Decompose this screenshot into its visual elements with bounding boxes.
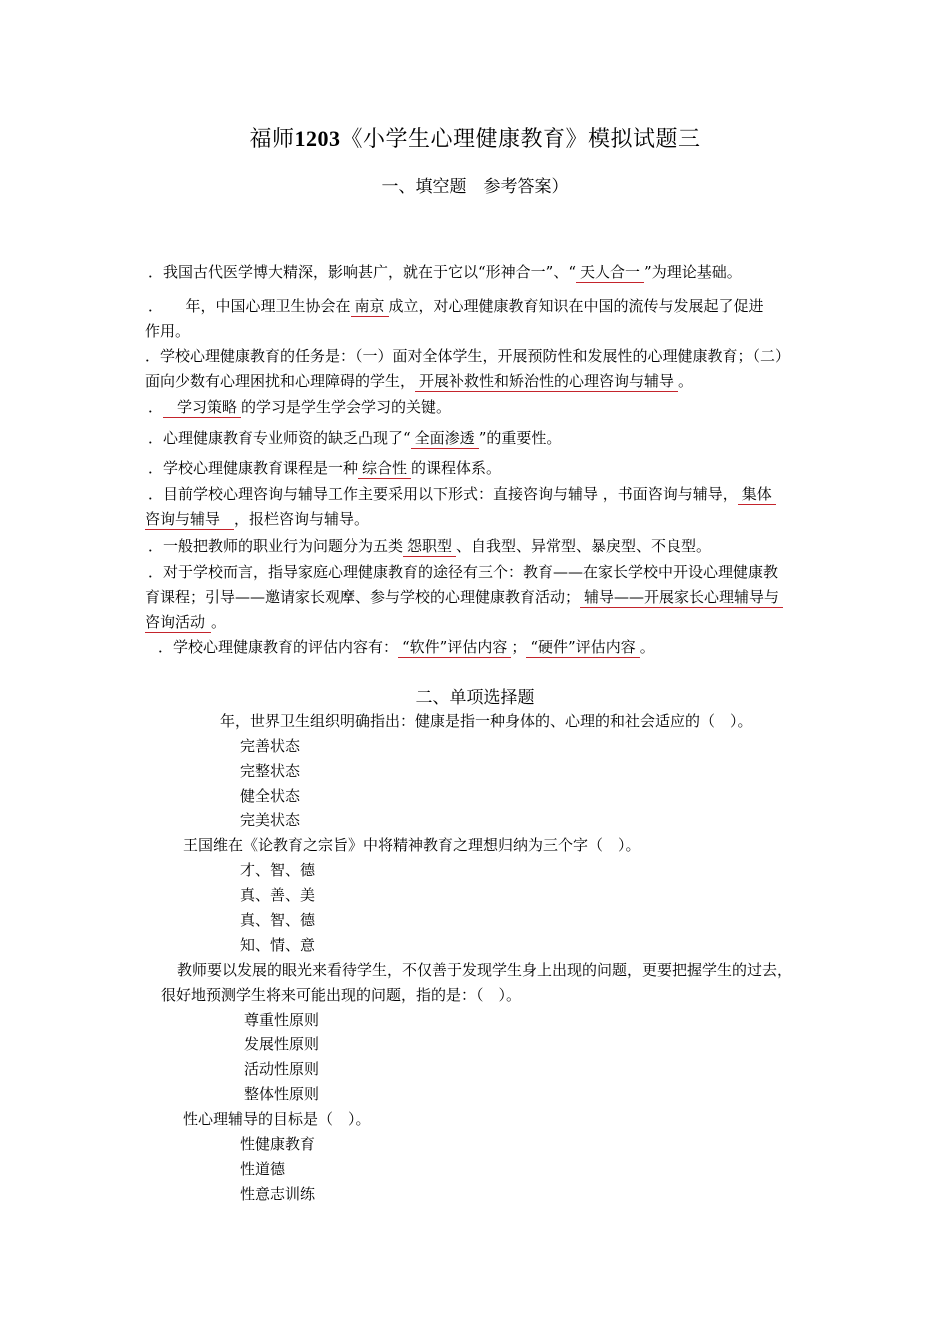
q1-text-end: ”为理论基础。	[644, 263, 742, 281]
fill-question-9: ．对于学校而言，指导家庭心理健康教育的途径有三个：教育——在家长学校中开设心理健康教	[148, 563, 779, 581]
mc1-option: 完善状态	[240, 737, 301, 755]
fill-question-6	[148, 458, 501, 479]
q4-answer: 学习策略	[163, 397, 241, 418]
fill-question-9-cont	[145, 587, 783, 608]
mc3-option: 发展性原则	[244, 1035, 320, 1053]
q10-text: ．学校心理健康教育的评估内容有：	[158, 638, 399, 656]
fill-question-7-cont	[145, 509, 369, 530]
fill-question-7	[148, 484, 776, 505]
fill-question-2-cont: 作用。	[145, 322, 191, 340]
q10-separator: ；	[511, 638, 527, 656]
q6-text-end: 的课程体系。	[411, 459, 502, 477]
fill-question-1	[148, 262, 742, 283]
q10-text-end: 。	[639, 638, 655, 656]
mc2-option: 才、智、德	[240, 861, 316, 879]
q9-answer-part2: 咨询活动	[145, 612, 211, 633]
q9-answer-part1: 辅导——开展家长心理辅导与	[580, 587, 783, 608]
mc4-option: 性道德	[240, 1160, 286, 1178]
q7-text-end: ，报栏咨询与辅导。	[234, 510, 370, 528]
mc1-option: 健全状态	[240, 787, 301, 805]
q7-answer-part2: 咨询与辅导	[145, 509, 234, 530]
q4-text-end: 的学习是学生学会学习的关键。	[241, 398, 452, 416]
q1-answer: 天人合一	[576, 262, 644, 283]
mc-question-1: 年，世界卫生组织明确指出：健康是指一种身体的、心理的和社会适应的（ ）。	[220, 712, 753, 730]
q8-text-end: 、自我型、异常型、暴戾型、不良型。	[456, 537, 712, 555]
q6-answer: 综合性	[358, 458, 411, 479]
fill-question-3-cont	[145, 371, 693, 392]
q4-text: ．	[148, 398, 164, 416]
q5-text-end: ”的重要性。	[478, 429, 562, 447]
fill-question-9-cont2	[145, 612, 226, 633]
q5-answer: 全面渗透	[411, 428, 479, 449]
q2-answer: 南京	[351, 296, 389, 317]
fill-question-3: ．学校心理健康教育的任务是：（一）面对全体学生，开展预防性和发展性的心理健康教育；（二）	[145, 347, 791, 365]
q3-text-end: 。	[678, 372, 694, 390]
fill-question-10	[158, 637, 655, 658]
q2-text-end: 成立，对心理健康教育知识在中国的流传与发展起了促进	[388, 297, 764, 315]
mc-question-4: 性心理辅导的目标是（ ）。	[183, 1110, 371, 1128]
q3-answer: 开展补救性和矫治性的心理咨询与辅导	[415, 371, 678, 392]
q8-answer: 怨职型	[403, 536, 456, 557]
mc1-option: 完整状态	[240, 762, 301, 780]
mc4-option: 性健康教育	[240, 1135, 316, 1153]
q5-text: ．心理健康教育专业师资的缺乏凸现了“	[148, 429, 411, 447]
title-code: 1203	[294, 126, 341, 151]
mc3-option: 尊重性原则	[244, 1011, 320, 1029]
q9-text-end: 。	[211, 613, 227, 631]
q8-text: ．一般把教师的职业行为问题分为五类	[148, 537, 404, 555]
mc-question-3-cont: 很好地预测学生将来可能出现的问题，指的是：（ ）。	[161, 986, 522, 1004]
fill-question-5	[148, 428, 561, 449]
mc2-option: 真、善、美	[240, 886, 316, 904]
mc3-option: 整体性原则	[244, 1085, 320, 1103]
q7-answer-part1: 集体	[738, 484, 776, 505]
title-prefix: 福师	[249, 127, 295, 152]
mc3-option: 活动性原则	[244, 1060, 320, 1078]
q1-text: ．我国古代医学博大精深，影响甚广，就在于它以“形神合一”、“	[148, 263, 577, 281]
fill-question-2	[148, 296, 764, 317]
section-heading-choice: 二、单项选择题	[415, 688, 535, 708]
mc1-option: 完美状态	[240, 811, 301, 829]
q10-answer-1: “软件”评估内容	[398, 637, 511, 658]
q2-text: ． 年，中国心理卫生协会在	[148, 297, 351, 315]
q7-text: ．目前学校心理咨询与辅导工作主要采用以下形式：直接咨询与辅导 ，书面咨询与辅导，	[148, 485, 738, 503]
page-title	[0, 122, 950, 153]
title-rest: 《小学生心理健康教育》模拟试题三	[340, 127, 701, 152]
mc2-option: 真、智、德	[240, 911, 316, 929]
fill-question-4	[148, 397, 451, 418]
q9-text: 育课程；引导——邀请家长观摩、参与学校的心理健康教育活动；	[145, 588, 581, 606]
mc4-option: 性意志训练	[240, 1185, 316, 1203]
q10-answer-2: “硬件”评估内容	[526, 637, 639, 658]
q6-text: ．学校心理健康教育课程是一种	[148, 459, 359, 477]
fill-question-8	[148, 536, 711, 557]
mc-question-2: 王国维在《论教育之宗旨》中将精神教育之理想归纳为三个字（ ）。	[183, 836, 641, 854]
mc2-option: 知、情、意	[240, 936, 316, 954]
q3-text: 面向少数有心理困扰和心理障碍的学生，	[145, 372, 416, 390]
section-heading-fill: 一、填空题 参考答案）	[381, 177, 569, 197]
mc-question-3: 教师要以发展的眼光来看待学生，不仅善于发现学生身上出现的问题，更要把握学生的过去，	[177, 961, 793, 979]
